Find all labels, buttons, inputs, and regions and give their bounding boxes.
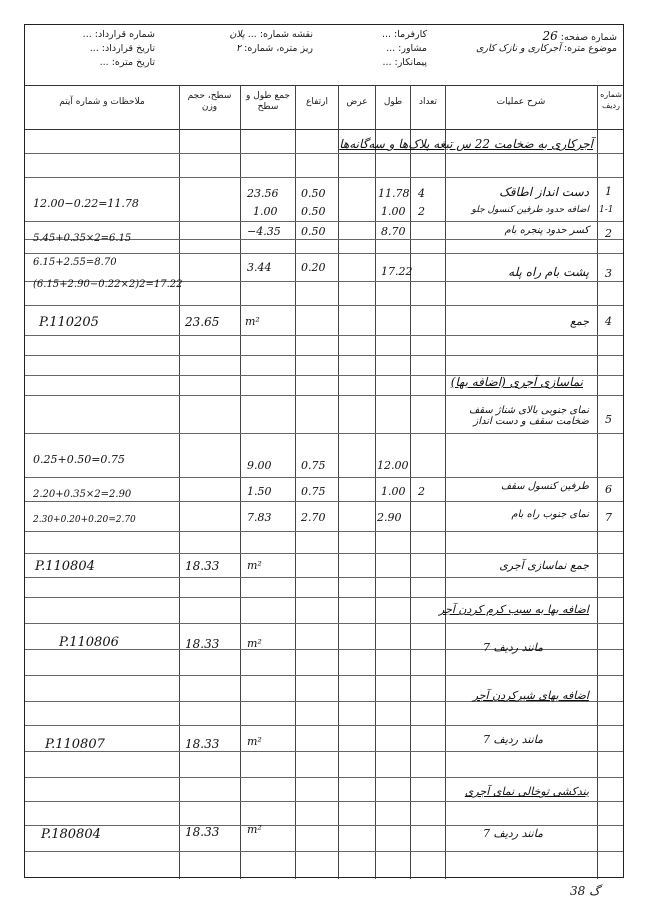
area-cell: 23.65 — [185, 315, 220, 329]
row-rule — [25, 725, 623, 726]
col-sum: جمع طول و سطح — [246, 91, 290, 112]
note-cell: 5.45+0.35×2=6.15 — [33, 233, 132, 244]
length-cell: 11.78 — [378, 187, 410, 200]
col-width: عرض — [346, 97, 368, 107]
contract-number-label: شماره قرارداد: ... — [82, 29, 155, 40]
row-rule — [25, 153, 623, 154]
row-number: 6 — [605, 483, 612, 496]
sub-measure-label: ریز متره، شماره: — [244, 43, 313, 54]
row-number: 1-1 — [599, 205, 614, 215]
row-rule — [25, 477, 623, 478]
row-rule — [25, 221, 623, 222]
row-rule — [25, 177, 623, 178]
divider — [375, 85, 376, 879]
height-cell: 0.50 — [301, 225, 326, 238]
drawing-label: نقشه شماره: ... — [247, 29, 313, 40]
row-rule — [25, 801, 623, 802]
row-number: 4 — [605, 315, 612, 328]
height-cell: 0.75 — [301, 459, 326, 472]
row-description: اضافه حدود طرفین کنسول جلو — [471, 205, 589, 215]
length-cell: 1.00 — [381, 485, 406, 498]
row-rule — [25, 825, 623, 826]
row-rule — [25, 623, 623, 624]
divider — [179, 85, 180, 879]
row-number: 2 — [605, 227, 612, 240]
footer-page-mark: 38 گ — [570, 884, 600, 898]
row-rule — [25, 851, 623, 852]
col-notes: ملاحظات و شماره آیتم — [59, 97, 145, 107]
item-code: P.110804 — [35, 559, 95, 574]
row-number: 3 — [605, 267, 612, 280]
row-rule — [25, 355, 623, 356]
page-number-label: شماره صفحه: — [560, 32, 617, 43]
row-rule — [25, 531, 623, 532]
unit-cell: m² — [247, 735, 262, 748]
consultant-label: مشاور: ... — [386, 43, 427, 54]
note-cell: (6.15+2.90−0.22×2)2=17.22 — [33, 279, 183, 290]
row-description: بندکشی توخالی نمای آجری — [464, 785, 589, 798]
sheet-header — [25, 25, 623, 85]
row-rule — [25, 253, 623, 254]
col-description: شرح عملیات — [496, 97, 546, 107]
row-rule — [25, 395, 623, 396]
sum-cell: 1.50 — [247, 485, 272, 498]
row-description: نماسازی آجری (اضافه بها) — [450, 375, 583, 389]
contract-date-label: تاریخ قرارداد: ... — [89, 43, 155, 54]
row-description: اضافه بهای شیرکردن آجر — [472, 689, 589, 702]
length-cell: 8.70 — [381, 225, 406, 238]
area-cell: 18.33 — [185, 825, 220, 839]
divider — [25, 129, 623, 130]
row-rule — [25, 433, 623, 434]
length-cell: 12.00 — [377, 459, 409, 472]
row-description: اضافه بها به سبب کرم کردن آجر — [439, 603, 589, 616]
measure-date-label: تاریخ متره: ... — [99, 57, 155, 68]
employer-label: کارفرما: ... — [381, 29, 427, 40]
length-cell: 2.90 — [377, 511, 402, 524]
contractor-label: پیمانکار: ... — [382, 57, 427, 68]
note-cell: 0.25+0.50=0.75 — [33, 453, 125, 466]
row-description: آجرکاری به ضخامت 22 س تیغه پلاک‌ها و سه‌گانه‌ها — [339, 137, 593, 151]
count-cell: 4 — [418, 187, 425, 200]
sub-measure-number: ۲ — [235, 43, 242, 54]
item-code: P.180804 — [41, 827, 101, 842]
drawing-number: پلان — [229, 29, 245, 40]
row-description: طرفین کنسول سقف — [500, 481, 589, 492]
item-code: P.110807 — [45, 737, 105, 752]
row-rule — [25, 751, 623, 752]
sum-cell: −4.35 — [247, 225, 281, 238]
sum-cell: 23.56 — [247, 187, 279, 200]
row-description: مانند ردیف 7 — [482, 733, 543, 746]
note-cell: 12.00−0.22=11.78 — [33, 197, 139, 210]
divider — [410, 85, 411, 879]
note-cell: 6.15+2.55=8.70 — [33, 257, 117, 268]
divider — [445, 85, 446, 879]
row-description: مانند ردیف 7 — [482, 827, 543, 840]
row-number: 7 — [605, 511, 612, 524]
sum-cell: 3.44 — [247, 261, 272, 274]
area-cell: 18.33 — [185, 637, 220, 651]
col-area: سطح، حجم وزن — [187, 91, 232, 112]
row-description: نمای جنوبی بالای شناژ سقف ضخامت سقف و دست انداز — [468, 405, 589, 427]
count-cell: 2 — [418, 485, 425, 498]
unit-cell: m² — [245, 315, 260, 328]
unit-cell: m² — [247, 823, 262, 836]
row-rule — [25, 597, 623, 598]
sum-cell: 1.00 — [253, 205, 278, 218]
row-rule — [25, 335, 623, 336]
col-height: ارتفاع — [305, 97, 329, 107]
unit-cell: m² — [247, 559, 262, 572]
item-code: P.110806 — [59, 635, 119, 650]
note-cell: 2.20+0.35×2=2.90 — [33, 489, 132, 500]
divider — [25, 85, 623, 86]
area-cell: 18.33 — [185, 737, 220, 751]
sum-cell: 9.00 — [247, 459, 272, 472]
row-number: 1 — [605, 185, 612, 198]
row-rule — [25, 577, 623, 578]
count-cell: 2 — [418, 205, 425, 218]
divider — [240, 85, 241, 879]
row-description: پشت بام راه پله — [508, 265, 589, 279]
divider — [338, 85, 339, 879]
topic: آجرکاری و نازک کاری — [476, 43, 561, 54]
sum-cell: 7.83 — [247, 511, 272, 524]
col-row-number: شماره ردیف — [600, 90, 622, 110]
measurement-sheet — [24, 24, 624, 878]
height-cell: 0.50 — [301, 187, 326, 200]
row-number: 5 — [605, 413, 612, 426]
note-cell: 2.30+0.20+0.20=2.70 — [33, 515, 136, 525]
row-description: جمع — [569, 315, 589, 328]
row-description: نمای جنوب راه بام — [511, 509, 589, 520]
col-count: تعداد — [418, 97, 438, 107]
row-rule — [25, 777, 623, 778]
row-description: جمع نماسازی آجری — [499, 559, 589, 572]
area-cell: 18.33 — [185, 559, 220, 573]
row-rule — [25, 305, 623, 306]
row-description: دست انداز اطاقک — [499, 185, 589, 199]
divider — [597, 85, 598, 879]
page-number: 26 — [542, 29, 558, 43]
height-cell: 0.75 — [301, 485, 326, 498]
row-description: مانند ردیف 7 — [482, 641, 543, 654]
row-rule — [25, 501, 623, 502]
height-cell: 2.70 — [301, 511, 326, 524]
col-length: طول — [383, 97, 403, 107]
row-rule — [25, 675, 623, 676]
length-cell: 1.00 — [381, 205, 406, 218]
unit-cell: m² — [247, 637, 262, 650]
height-cell: 0.50 — [301, 205, 326, 218]
length-cell: 17.22 — [381, 265, 413, 278]
row-rule — [25, 553, 623, 554]
row-description: کسر حدود پنجره بام — [504, 225, 589, 236]
item-code: P.110205 — [39, 315, 99, 330]
topic-label: موضوع متره: — [563, 43, 617, 54]
divider — [295, 85, 296, 879]
height-cell: 0.20 — [301, 261, 326, 274]
